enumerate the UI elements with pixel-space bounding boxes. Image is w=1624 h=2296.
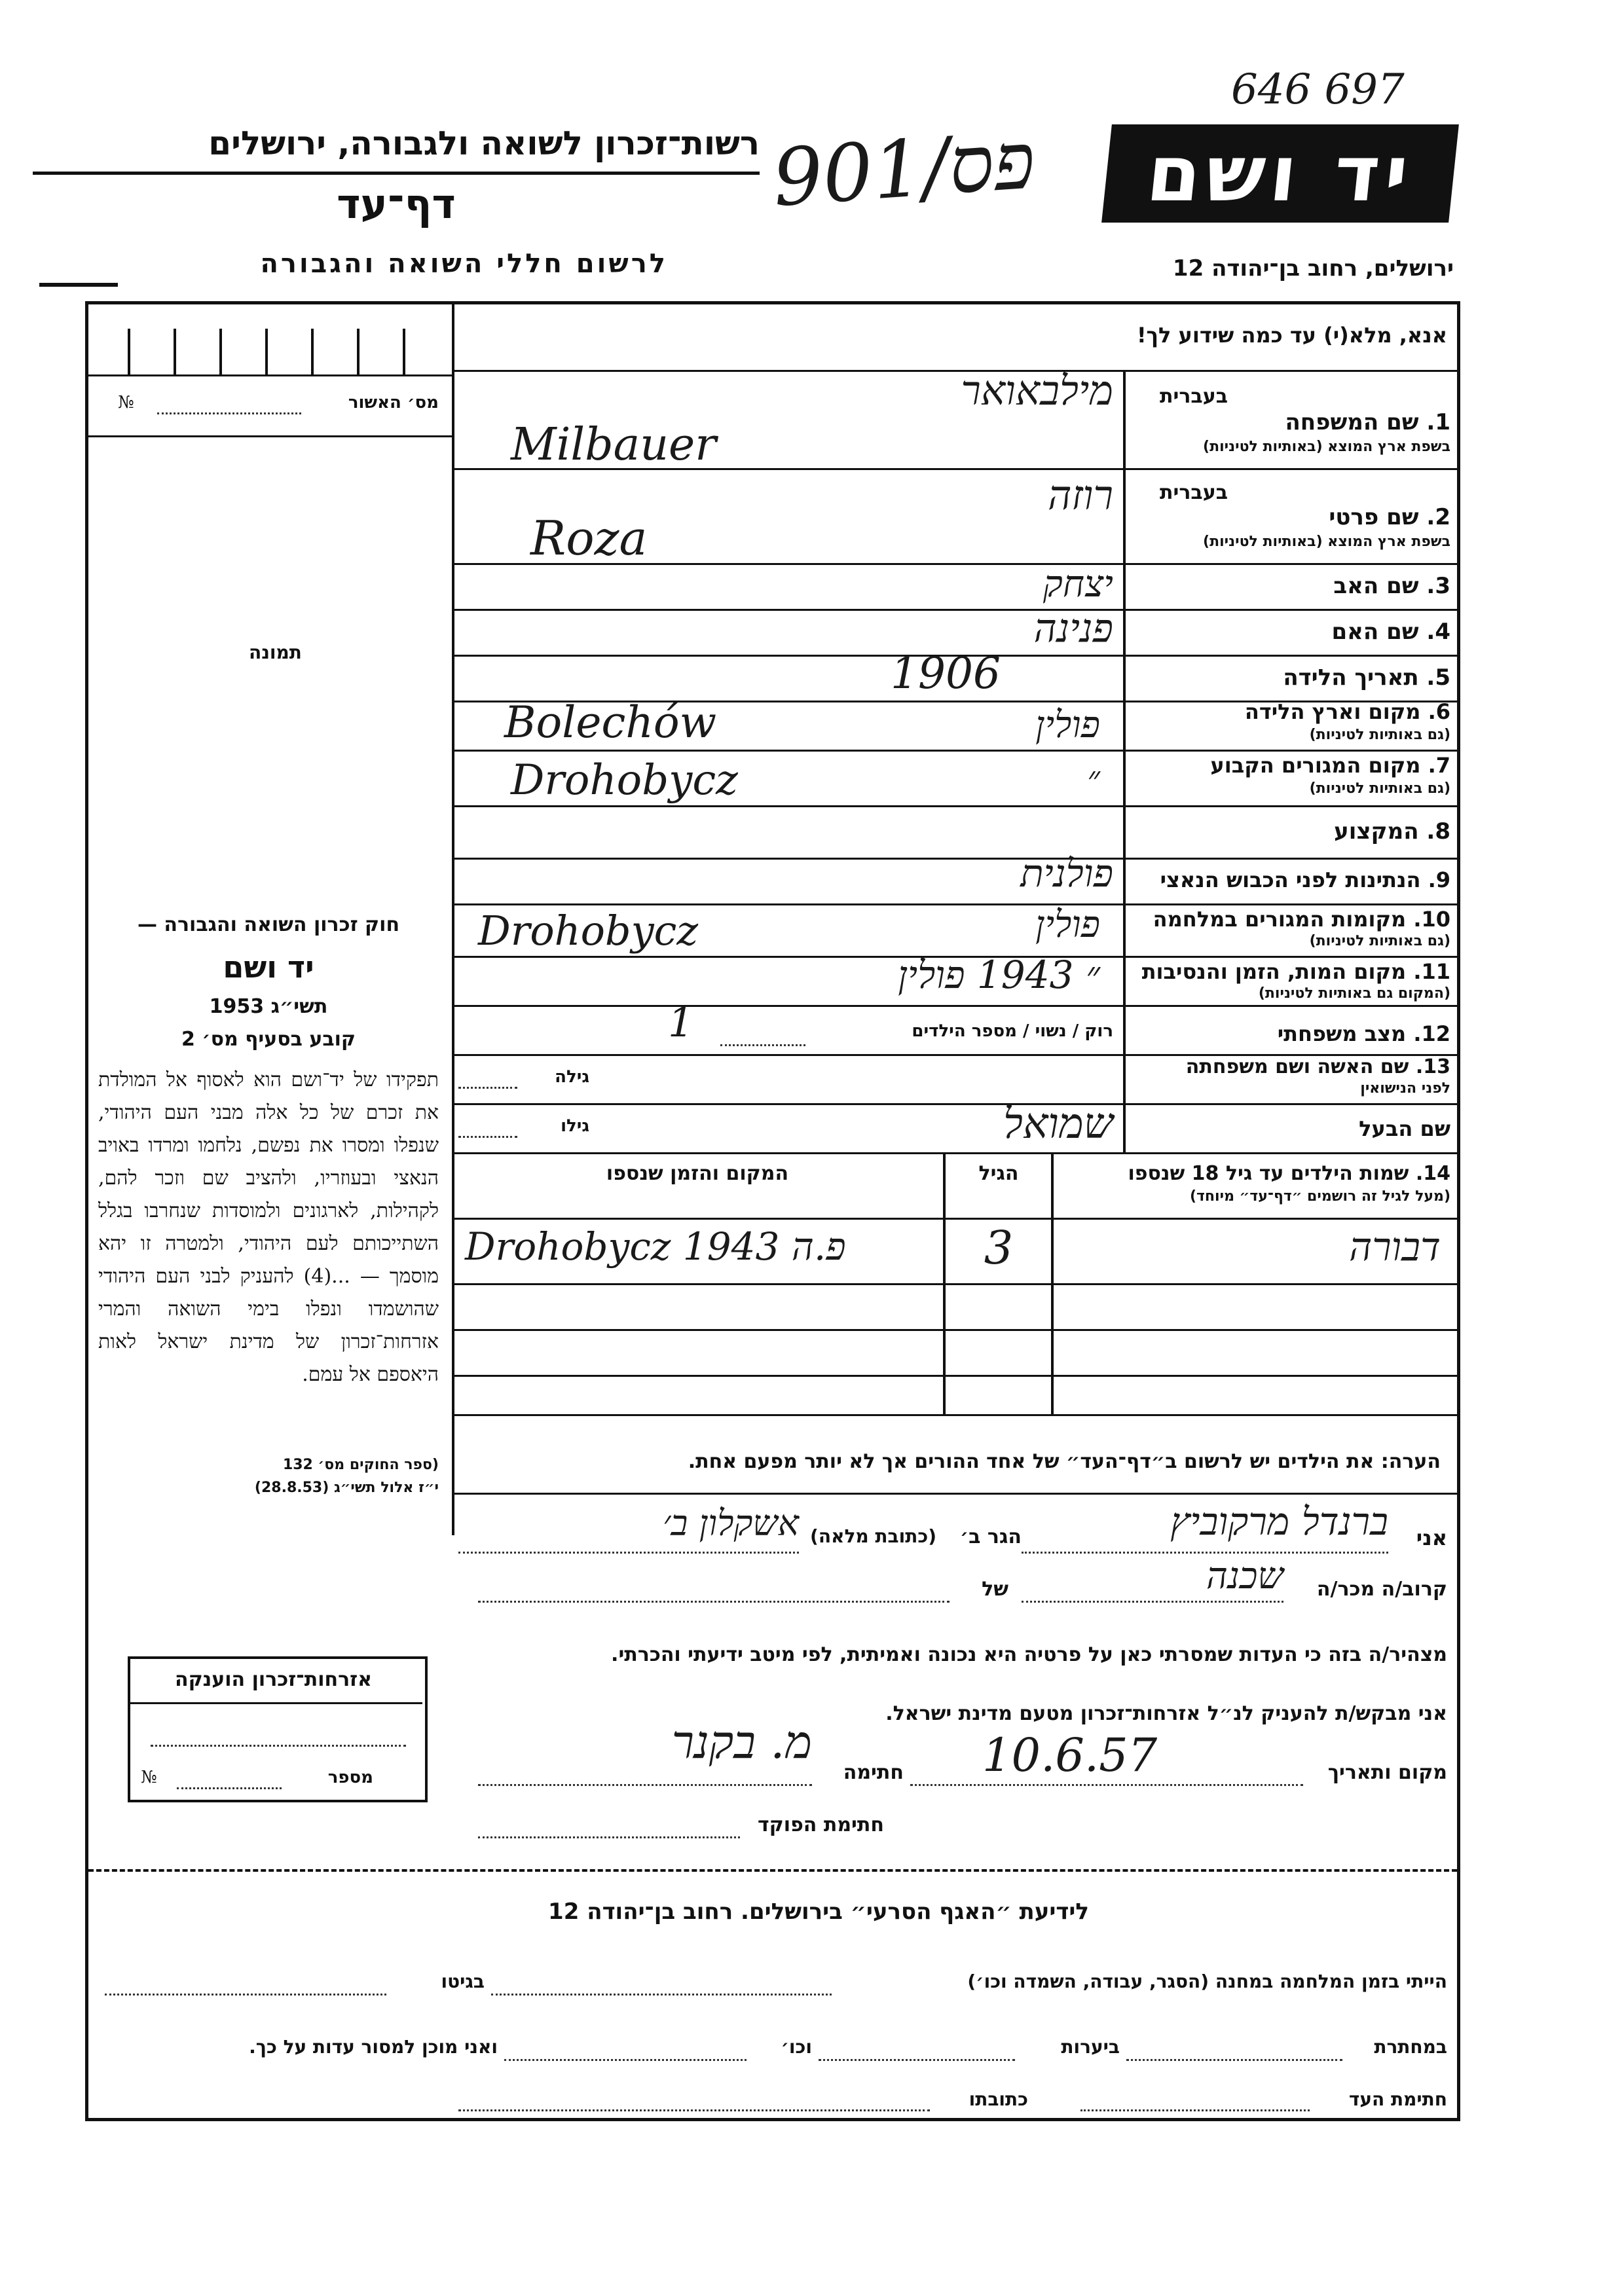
death-details-value: ״ 1943 פולין [898,953,1100,997]
children-place-header: המקום והזמן שנספו [606,1162,789,1185]
place-date-value: 10.6.57 [982,1728,1158,1782]
citizenship-number-sign: № [141,1768,157,1787]
law-clause: קובע בסעיף מס׳ 2 [181,1028,356,1051]
law-year: תשי״ג 1953 [209,995,328,1018]
archive-line1: הייתי בזמן המלחמה במחנה (הסגר, עבודה, השמדה וכו׳) [967,1971,1447,1992]
official-signature-label: חתימת הפוקד [758,1813,884,1836]
field-2-sub: בשפת ארץ המוצא (באותיות לטיניות) [1203,534,1450,550]
declarant-address: אשקלון ב׳ [662,1503,799,1544]
address-line: ירושלים, רחוב בן־יהודה 12 [1172,255,1454,282]
field-profession-label: 8. המקצוע [1334,818,1450,845]
field-1-sub: בשפת ארץ המוצא (באותיות לטיניות) [1203,439,1450,455]
signature-value: מ. בקנר [671,1715,812,1769]
field-death-label: 11. מקום המות, הזמן והנסיבות [1141,959,1450,984]
handwritten-reference-number: 646 697 [1231,65,1405,114]
field-firstname-label: 2. שם פרטי [1329,504,1450,530]
stamp-reference: פס/901 [769,115,1038,225]
wartime-residence-hebrew-value: פולין [1035,903,1100,946]
signature-label: חתימה [843,1761,904,1784]
law-source-date: י״ז אלול תשי״ג (28.8.53) [254,1480,439,1496]
field-11-sub: (המקום גם באותיות לטיניות) [1258,985,1450,1002]
field-6-sub: (גם באותיות לטיניות) [1309,727,1450,743]
firstname-latin-value: Roza [530,511,648,566]
field-birthplace-label: 6. מקום וארץ הלידה [1244,699,1450,724]
children-age-header: הגיל [978,1162,1019,1185]
archive-etc: וכו׳ [781,2036,812,2058]
witness-address-label: כתובתו [969,2088,1028,2110]
law-source: (ספר החוקים מס׳ 132 [282,1457,439,1473]
field-husband-label: שם הבעל [1359,1116,1450,1141]
citizenship-number-label: מספר [327,1768,373,1787]
children-note: הערה: את הילדים יש לרשום ב״דף־העד״ של אחד ההורים אך לא יותר מפעם אחת. [688,1450,1441,1473]
institution-name: רשות־זכרון לשואה ולגבורה, ירושלים [208,124,760,162]
archive-forests: ביערות [1061,2036,1120,2058]
mother-name-value: פנינה [1033,606,1113,651]
birthplace-latin-value: Bolechów [504,697,717,748]
marital-options: רוק / נשוי / מספר הילדים [912,1021,1113,1041]
field-2-lang: בעברית [1160,481,1228,504]
field-nationality-label: 9. הנתינות לפני הכבוש הנאצי [1160,867,1450,892]
child-row-1-age: 3 [984,1221,1014,1275]
surname-latin-value: Milbauer [511,419,716,471]
residence-hebrew-value: ״ [1087,759,1100,799]
declarant-resides-label: הגר ב׳ [959,1525,1022,1548]
yad-vashem-logo: יד ושם [1101,124,1459,223]
approval-label: מס׳ האשור [348,393,439,412]
surname-hebrew-value: מילבאואר [961,367,1113,414]
declarant-name: ברנדל מרקוביץ [1170,1499,1388,1544]
birthplace-hebrew-value: פולין [1035,704,1100,746]
field-surname-label: 1. שם המשפחה [1285,409,1450,435]
children-count-value: 1 [668,998,694,1046]
field-mother-label: 4. שם האם [1331,619,1450,645]
declaration-text: מצהיר/ה בזה כי העדות שמסרתי כאן על פרטיה היא נכונה ואמיתית, לפי מיטב ידיעתי והכרתי. [611,1643,1447,1666]
form-subtitle: לרשום חללי השואה והגבורה [260,249,668,279]
birthdate-value: 1906 [891,648,1001,699]
residence-latin-value: Drohobycz [511,756,738,805]
archive-underground: במחתרת [1374,2036,1447,2058]
citizenship-box-title: אזרחות־זכרון הוענקה [174,1668,373,1691]
archive-willing: ואני מוכן למסור עדות על כך. [249,2036,498,2058]
approval-number-sign: № [118,393,134,412]
child-row-1-name: דבורה [1349,1224,1441,1270]
field-wife-label: 13. שם האשה ושם משפחתה [1185,1055,1450,1078]
of-label: של [982,1578,1008,1601]
law-heading: חוק זכרון השואה והגבורה — [137,913,400,936]
relation-label: קרוב/ה מכר/ה [1316,1578,1447,1601]
field-1-lang: בעברית [1160,385,1228,408]
husband-age-label: גילו [561,1116,589,1136]
children-table-sub: (מעל לגיל זה רושמים ״דף־עד״ מיוחד) [1189,1188,1450,1205]
relation-value: שכנה [1206,1555,1283,1597]
law-text: תפקידו של יד־ושם הוא לאסוף אל המולדת את זכרם של כל אלה מבני העם היהודי, שנפלו ומסרו את נפשם, נלחמו ומרדו באויב הנאצי ובעוזריו, ולהציב שם וזכר להם, לקהילות, לארגונים ולמוסדות שנחרבו בגלל השתייכותם לעם היהודי, ולמטרה זו יהא מוסמך — ...(4) להעניק לבני העם היהודי שהושמדו ונפלו בימי השואה והמרי אזרחות־זכרון של מדינת ישראל לאות היאספם אל עמם. [98,1068,439,1386]
nationality-value: פולנית [1020,851,1113,896]
declarant-ani-label: אני [1416,1525,1447,1550]
child-row-1-place: Drohobycz 1943 פ.ה [465,1224,846,1269]
place-date-label: מקום ותאריך [1327,1761,1447,1784]
witness-signature-label: חתימת העד [1348,2088,1447,2110]
law-name: יד ושם [223,949,314,985]
field-10-sub: (גם באותיות לטיניות) [1309,933,1450,949]
firstname-hebrew-value: רוזה [1048,471,1113,519]
declarant-address-label: (כתובת מלאה) [810,1525,936,1547]
field-wartime-residence-label: 10. מקומות המגורים במלחמה [1153,907,1450,932]
husband-name-value: שמואל [1003,1100,1113,1148]
wartime-residence-latin-value: Drohobycz [478,907,699,955]
archive-section-title: לידיעת ״האגף הסרעי״ בירושלים. רחוב בן־יהודה 12 [548,1899,1089,1925]
form-title: דף־עד [337,180,456,228]
father-name-value: יצחק [1043,563,1113,606]
archive-in-ghetto: בגיטו [441,1971,485,1992]
field-marital-label: 12. מצב משפחתי [1277,1021,1450,1046]
children-table-label: 14. שמות הילדים עד גיל 18 שנספו [1128,1162,1450,1185]
photo-label: תמונה [249,642,302,663]
form-intro: אנא, מלא(י) עד כמה שידוע לך! [1136,323,1447,348]
citizenship-request: אני מבקש/ת להעניק לנ״ל אזרחות־זכרון מטעם מדינת ישראל. [885,1702,1447,1725]
field-7-sub: (גם באותיות לטיניות) [1309,780,1450,797]
wife-age-label: גילה [555,1067,589,1087]
field-13-sub: לפני הנישואין [1360,1080,1450,1097]
field-residence-label: 7. מקום המגורים הקבוע [1210,753,1450,778]
field-father-label: 3. שם האב [1333,573,1450,599]
field-birthdate-label: 5. תאריך הלידה [1283,665,1450,691]
